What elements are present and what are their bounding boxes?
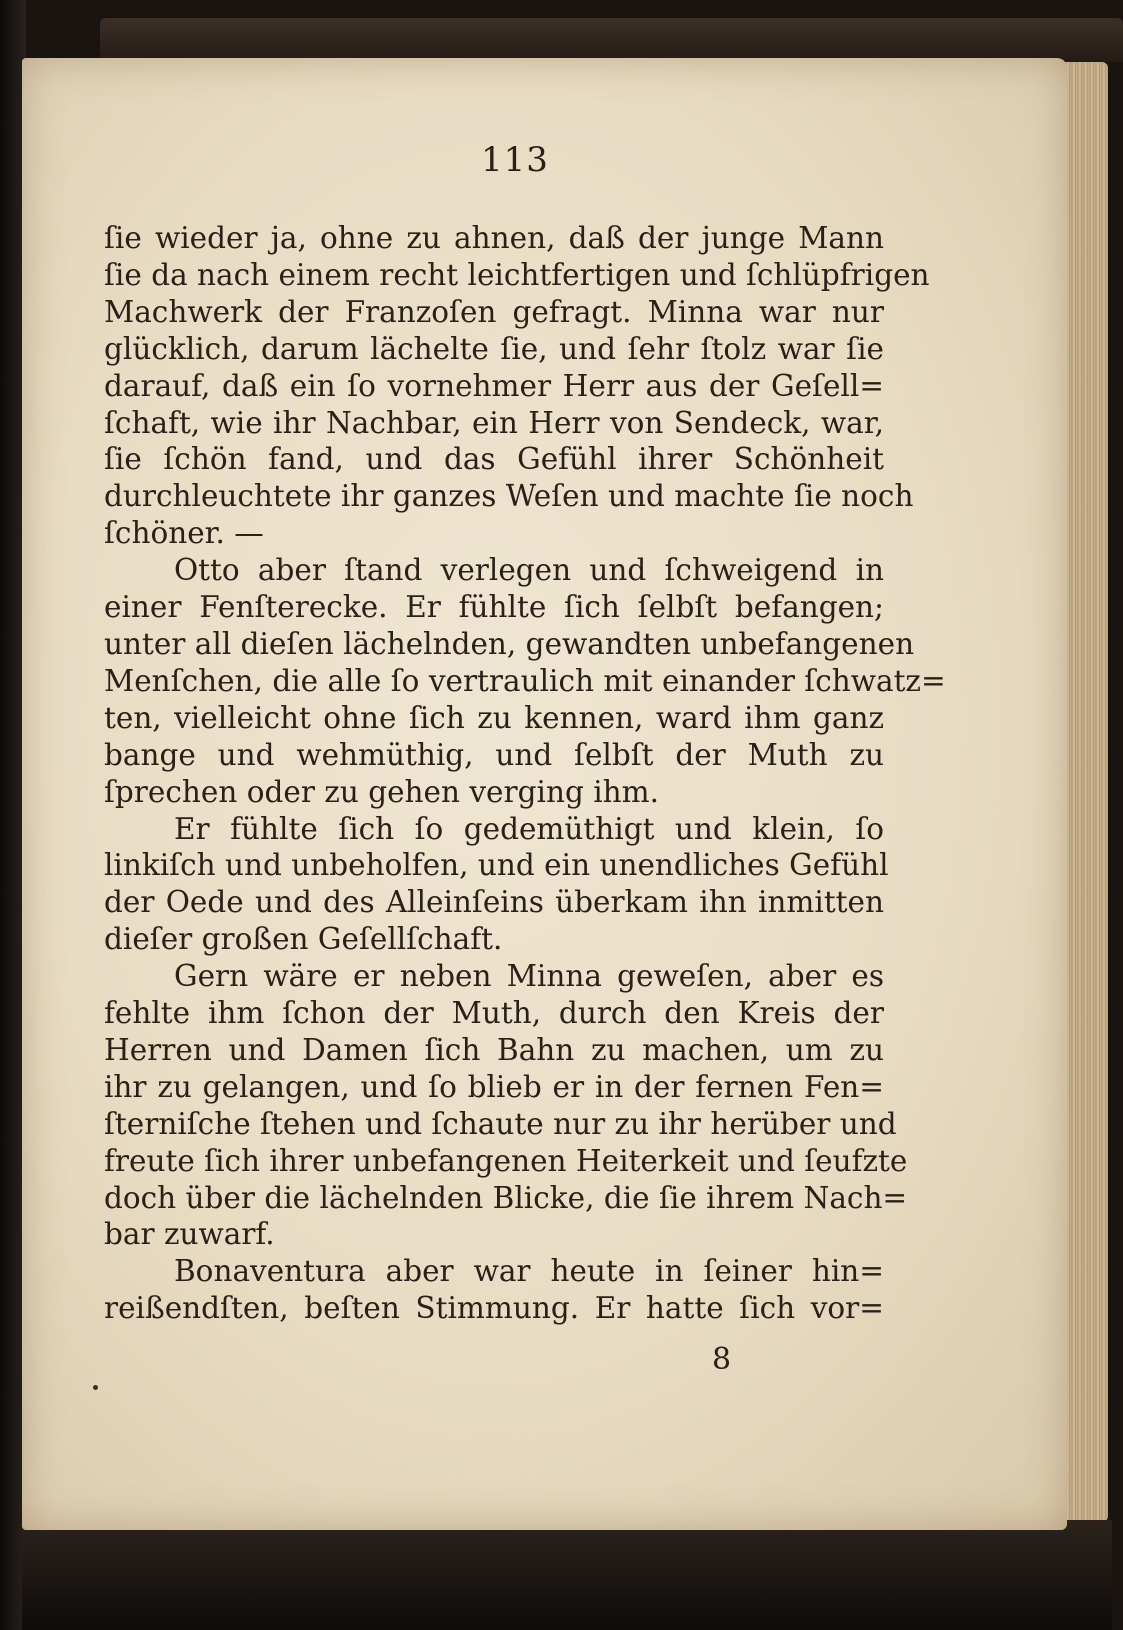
text-line: der Oede und des Alleinſeins überkam ihn inmitten (104, 885, 884, 920)
page-number: 113 (481, 140, 549, 180)
text-line: Otto aber ſtand verlegen und ſchweigend in (174, 553, 884, 588)
body-text (104, 220, 946, 1327)
book-cover-top (100, 18, 1123, 62)
text-line: bar zuwarf. (104, 1217, 275, 1252)
text-line: ſterniſche ſtehen und ſchaute nur zu ihr herüber und (104, 1106, 897, 1141)
text-line: ſie da nach einem recht leichtfertigen und ſchlüpfrigen (104, 257, 930, 292)
ink-speck (93, 1385, 98, 1390)
text-line: bange und wehmüthig, und ſelbſt der Muth zu (104, 737, 884, 772)
text-line: Menſchen, die alle ſo vertraulich mit einander ſchwatz= (104, 663, 946, 698)
text-line: Gern wäre er neben Minna geweſen, aber es (174, 959, 884, 994)
text-line: Herren und Damen ſich Bahn zu machen, um zu (104, 1032, 884, 1067)
text-line: freute ſich ihrer unbefangenen Heiterkeit und ſeufzte (104, 1143, 908, 1178)
text-line: glücklich, darum lächelte ſie, und ſehr ſtolz war ſie (104, 331, 884, 366)
bottom-shadow (22, 1520, 1112, 1630)
text-line: Bonaventura aber war heute in ſeiner hin= (174, 1254, 884, 1289)
text-line: unter all dieſen lächelnden, gewandten unbefangenen (104, 626, 915, 661)
text-line: ſie wieder ja, ohne zu ahnen, daß der junge Mann (104, 221, 884, 255)
text-line: durchleuchtete ihr ganzes Weſen und machte ſie noch (104, 479, 914, 514)
text-line: ten, vielleicht ohne ſich zu kennen, ward ihm ganz (104, 700, 884, 735)
text-line: ſchöner. — (104, 516, 264, 551)
text-line: doch über die lächelnden Blicke, die ſie ihrem Nach= (104, 1180, 908, 1215)
text-line: fehlte ihm ſchon der Muth, durch den Kreis der (104, 996, 884, 1031)
text-line: linkiſch und unbeholfen, und ein unendliches Gefühl (104, 848, 889, 883)
text-line: Machwerk der Franzoſen gefragt. Minna war nur (104, 294, 884, 329)
text-line: einer Fenſterecke. Er fühlte ſich ſelbſt befangen; (104, 590, 884, 625)
text-line: reißendſten, beſten Stimmung. Er hatte ſich vor= (104, 1291, 884, 1326)
text-line: darauf, daß ein ſo vornehmer Herr aus der Geſell= (104, 368, 884, 403)
text-line: ihr zu gelangen, und ſo blieb er in der fernen Fen= (104, 1069, 884, 1104)
text-line: ſchaft, wie ihr Nachbar, ein Herr von Sendeck, war, (104, 405, 884, 440)
text-line: ſprechen oder zu gehen verging ihm. (104, 774, 659, 809)
signature-mark: 8 (712, 1342, 732, 1377)
text-line: ſie ſchön fand, und das Gefühl ihrer Schönheit (104, 442, 884, 477)
text-line: Er fühlte ſich ſo gedemüthigt und klein, ſo (174, 811, 884, 846)
text-line: dieſer großen Geſellſchaft. (104, 922, 503, 957)
